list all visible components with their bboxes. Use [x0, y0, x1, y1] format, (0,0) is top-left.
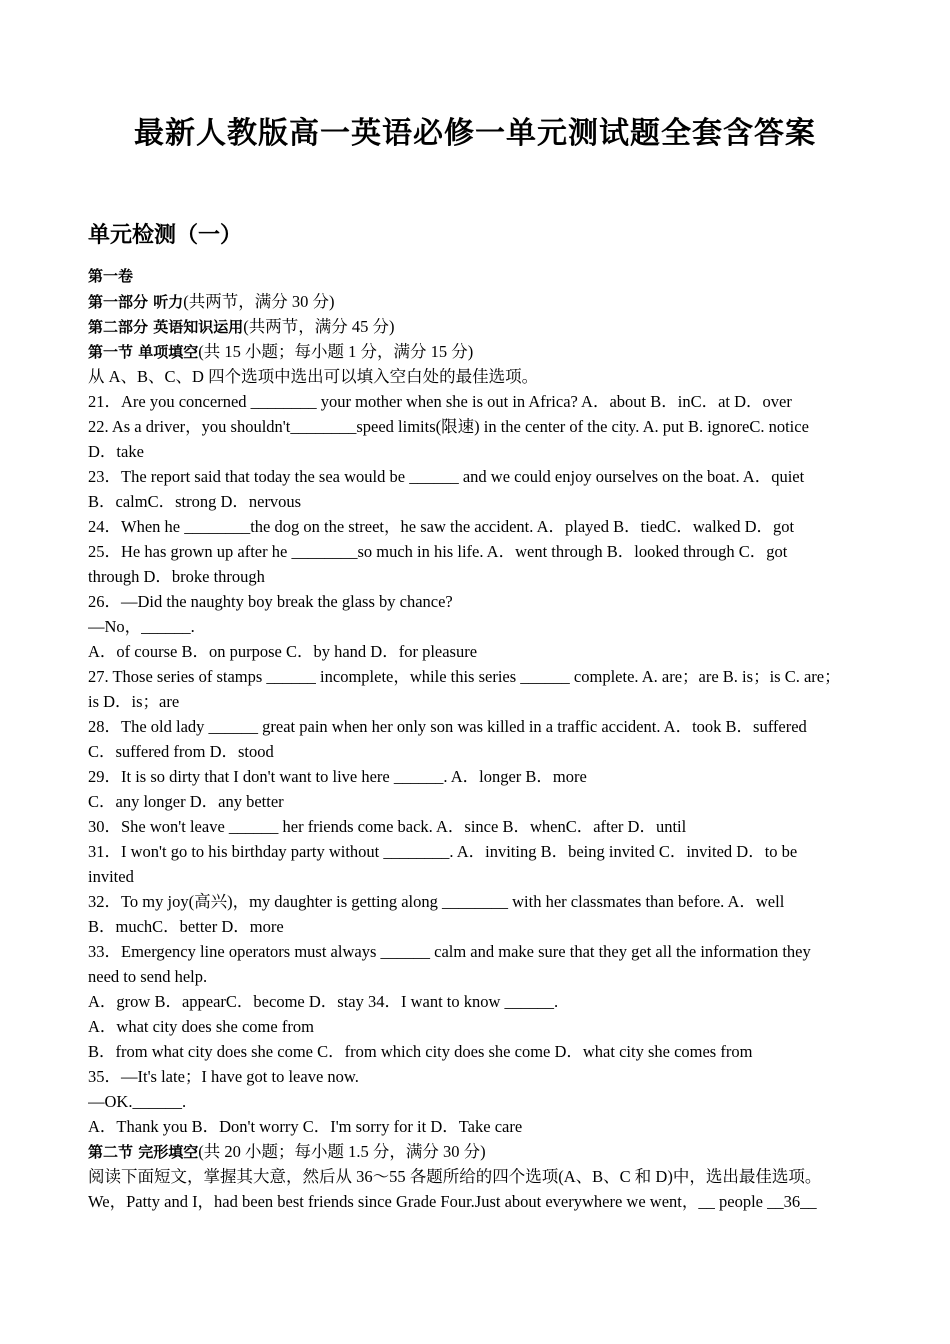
section-note: (共两节，满分 45 分)	[243, 317, 395, 336]
section-heading	[88, 264, 878, 289]
document-title: 最新人教版高一英语必修一单元测试题全套含答案	[134, 116, 816, 151]
section-label: 第一部分 听力	[88, 293, 184, 311]
text-line: 21．Are you concerned ________ your mother when she is out in Africa? A．about B．inC．at D．over	[88, 392, 792, 411]
text-line: 从 A、B、C、D 四个选项中选出可以填入空白处的最佳选项。	[88, 367, 539, 386]
text-line: A．grow B．appearC．become D．stay 34．I want to know ______.	[88, 992, 559, 1011]
text-line: 29．It is so dirty that I don't want to live here ______. A．longer B．more	[88, 767, 587, 786]
unit-heading: 单元检测（一）	[88, 223, 243, 248]
section-note: (共 15 小题；每小题 1 分，满分 15 分)	[198, 342, 474, 361]
text-line: 30．She won't leave ______ her friends come back. A．since B．whenC．after D．until	[88, 817, 687, 836]
text-line: 35．—It's late；I have got to leave now.	[88, 1067, 359, 1086]
text-line: through D．broke through	[88, 567, 265, 586]
section-label: 第二节 完形填空	[88, 1143, 199, 1161]
text-line: B．from what city does she come C．from which city does she come D．what city she comes from	[88, 1042, 753, 1061]
text-line: B．muchC．better D．more	[88, 917, 284, 936]
text-line: A．Thank you B．Don't worry C．I'm sorry for it D．Take care	[88, 1117, 523, 1136]
text-line: 22. As a driver，you shouldn't________speed limits(限速) in the center of the city. A. put B. ignoreC. notice	[88, 417, 809, 436]
text-line: invited	[88, 867, 134, 886]
text-line: 33．Emergency line operators must always ______ calm and make sure that they get all the information they	[88, 942, 811, 961]
text-line: 31．I won't go to his birthday party without ________. A．inviting B．being invited C．invited D．to be	[88, 842, 798, 861]
text-line: 阅读下面短文，掌握其大意，然后从 36～55 各题所给的四个选项(A、B、C 和 D)中，选出最佳选项。	[88, 1167, 822, 1186]
section-heading	[88, 314, 878, 339]
text-line: —No，______.	[88, 617, 195, 636]
section-note: (共 20 小题；每小题 1.5 分，满分 30 分)	[198, 1142, 486, 1161]
text-line: 26．—Did the naughty boy break the glass by chance?	[88, 592, 453, 611]
section-label: 第一节 单项填空	[88, 343, 199, 361]
text-line: 28．The old lady ______ great pain when her only son was killed in a traffic accident. A．took B．suffered	[88, 717, 807, 736]
text-line: A．of course B．on purpose C．by hand D．for pleasure	[88, 642, 478, 661]
section-label: 第一卷	[88, 267, 134, 285]
text-line: We，Patty and I，had been best friends since Grade Four.Just about everywhere we went，__ people __36__	[88, 1192, 817, 1211]
text-line: D．take	[88, 442, 144, 461]
text-line: C．suffered from D．stood	[88, 742, 274, 761]
section-heading	[88, 339, 878, 364]
question-body	[88, 264, 878, 1214]
text-line: 27. Those series of stamps ______ incomplete，while this series ______ complete. A. are；are B. is；is C. are；	[88, 667, 841, 686]
text-line: 32．To my joy(高兴)，my daughter is getting along ________ with her classmates than before. A．well	[88, 892, 785, 911]
text-line: need to send help.	[88, 967, 208, 986]
section-note: (共两节，满分 30 分)	[183, 292, 335, 311]
text-line: 25．He has grown up after he ________so much in his life. A．went through B．looked through C．got	[88, 542, 788, 561]
text-line: A．what city does she come from	[88, 1017, 314, 1036]
text-line: 23．The report said that today the sea would be ______ and we could enjoy ourselves on the boat. A．quiet	[88, 467, 805, 486]
section-label: 第二部分 英语知识运用	[88, 318, 244, 336]
text-line: —OK.______.	[88, 1092, 187, 1111]
section-heading	[88, 289, 878, 314]
text-line: B．calmC．strong D．nervous	[88, 492, 302, 511]
text-line: 24．When he ________the dog on the street，he saw the accident. A．played B．tiedC．walked D．got	[88, 517, 795, 536]
section-heading	[88, 1139, 878, 1164]
text-line: C．any longer D．any better	[88, 792, 284, 811]
text-line: is D．is；are	[88, 692, 180, 711]
